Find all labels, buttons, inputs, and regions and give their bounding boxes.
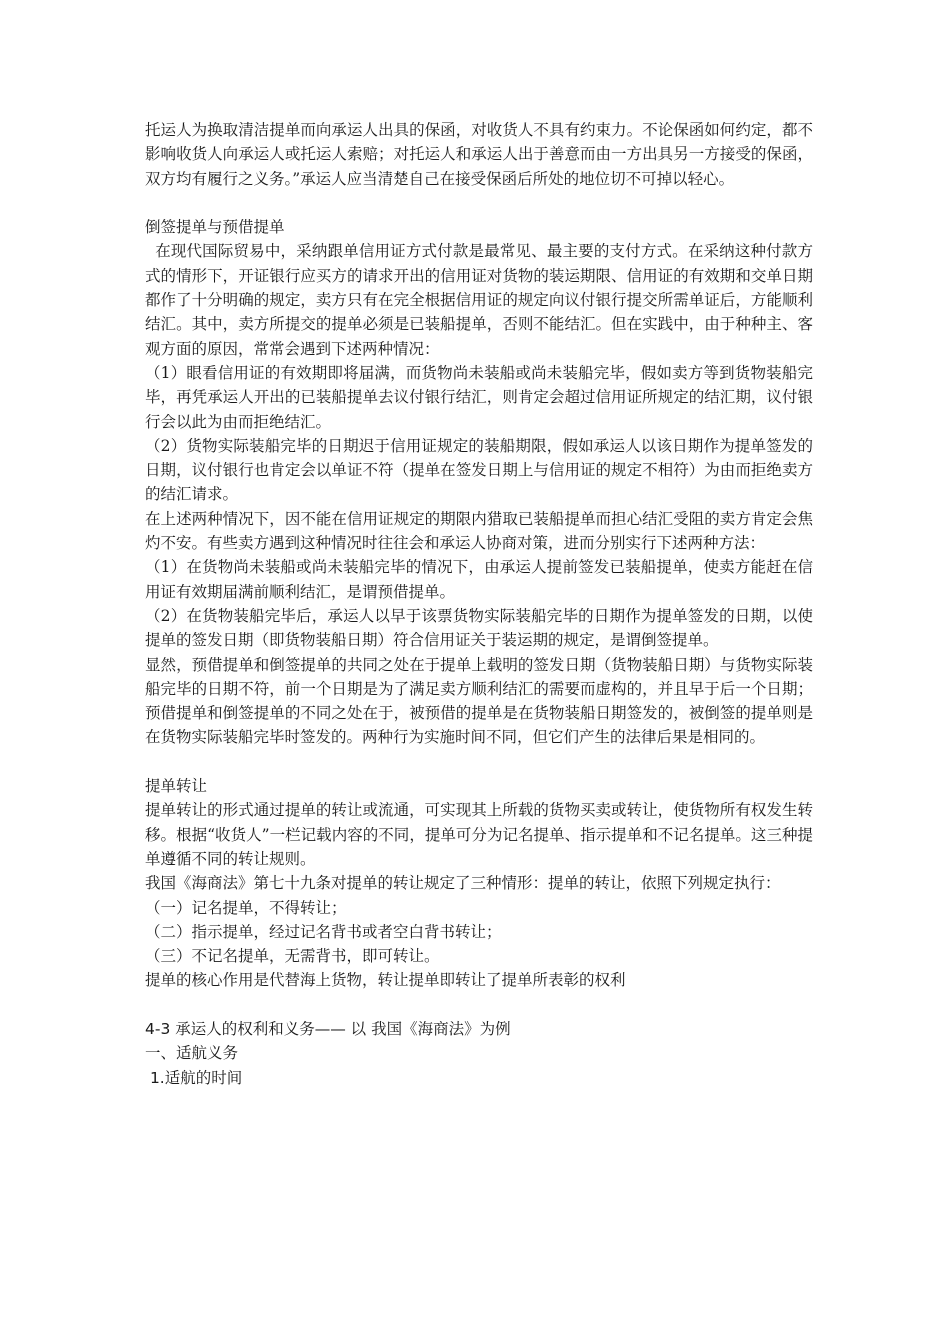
list-item-backdated-bill: （2）在货物装船完毕后，承运人以早于该票货物实际装船完毕的日期作为提单签发的日期，以使提单的签发日期（即货物装船日期）符合信用证关于装运期的规定，是谓倒签提单。 [145, 606, 813, 650]
document-body [145, 118, 813, 1090]
chapter-title: 承运人的权利和义务—— 以 我国《海商法》为例 [170, 1019, 511, 1038]
spacer [145, 993, 813, 1017]
subheading-seaworthiness: 一、适航义务 [145, 1044, 239, 1063]
section-heading-backdated-bill: 倒签提单与预借提单 [145, 218, 285, 237]
paragraph-transfer-forms: 提单转让的形式通过提单的转让或流通，可实现其上所载的货物买卖或转让，使货物所有权发生转移。根据“收货人”一栏记载内容的不同，提单可分为记名提单、指示提单和不记名提单。这三种提单遵循不同的转让规则。 [145, 801, 813, 868]
paragraph-maritime-law-article: 我国《海商法》第七十九条对提单的转让规定了三种情形：提单的转让，依照下列规定执行： [145, 874, 781, 893]
spacer [145, 191, 813, 215]
chapter-heading-carrier-rights [145, 1017, 813, 1041]
list-item-advanced-bill: （1）在货物尚未装船或尚未装船完毕的情况下，由承运人提前签发已装船提单，使卖方能赶在信用证有效期届满前顺利结汇，是谓预借提单。 [145, 558, 813, 601]
paragraph-comparison: 显然，预借提单和倒签提单的共同之处在于提单上载明的签发日期（货物装船日期）与货物实际装船完毕的日期不符，前一个日期是为了满足卖方顺利结汇的需要而虚构的，并且早于后一个日期；预借提单和倒签提单的不同之处在于，被预借的提单是在货物装船日期签发的，被倒签的提单则是在货物实际装船完毕时签发的。两种行为实施时间不同，但它们产生的法律后果是相同的。 [145, 655, 813, 747]
subheading-seaworthiness-time [145, 1066, 813, 1090]
list-item-order-bill: （二）指示提单，经过记名背书或者空白背书转让； [145, 922, 502, 941]
paragraph-guarantee-letter: 托运人为换取清洁提单而向承运人出具的保函，对收货人不具有约束力。不论保函如何约定，都不影响收货人向承运人或托运人索赔；对托运人和承运人出于善意而由一方出具另一方接受的保函，双方均有履行之义务。”承运人应当清楚自己在接受保函后所处的地位切不可掉以轻心。 [145, 121, 813, 188]
chapter-number: 4-3 [145, 1019, 171, 1038]
list-item-case-2: （2）货物实际装船完毕的日期迟于信用证规定的装船期限，假如承运人以该日期作为提单签发的日期，议付银行也肯定会以单证不符（提单在签发日期上与信用证的规定不相符）为由而拒绝卖方的结汇请求。 [145, 436, 813, 504]
section-heading-bill-transfer: 提单转让 [145, 777, 208, 796]
paragraph-documentary-credit: 在现代国际贸易中，采纳跟单信用证方式付款是最常见、最主要的支付方式。在采纳这种付款方式的情形下，开证银行应买方的请求开出的信用证对货物的装运期限、信用证的有效期和交单日期都作了十分明确的规定，卖方只有在完全根据信用证的规定向议付银行提交所需单证后，方能顺利结汇。其中，卖方所提交的提单必须是已装船提单，否则不能结汇。但在实践中，由于种种主、客观方面的原因，常常会遇到下述两种情况： [145, 242, 813, 358]
list-item-straight-bill: （一）记名提单，不得转让； [145, 898, 347, 917]
paragraph-core-function: 提单的核心作用是代替海上货物，转让提单即转让了提单所表彰的权利 [145, 971, 626, 990]
spacer [145, 750, 813, 774]
subheading-number: 1. [145, 1068, 165, 1087]
subheading-title: 适航的时间 [164, 1068, 243, 1087]
list-item-bearer-bill: （三）不记名提单，无需背书，即可转让。 [145, 947, 440, 966]
list-item-case-1: （1）眼看信用证的有效期即将届满，而货物尚未装船或尚未装船完毕，假如卖方等到货物装船完毕，再凭承运人开出的已装船提单去议付银行结汇，则肯定会超过信用证所规定的结汇期，议付银行会以此为由而拒绝结汇。 [145, 363, 813, 431]
paragraph-two-methods: 在上述两种情况下，因不能在信用证规定的期限内猎取已装船提单而担心结汇受阻的卖方肯定会焦灼不安。有些卖方遇到这种情况时往往会和承运人协商对策，进而分别实行下述两种方法： [145, 509, 813, 553]
